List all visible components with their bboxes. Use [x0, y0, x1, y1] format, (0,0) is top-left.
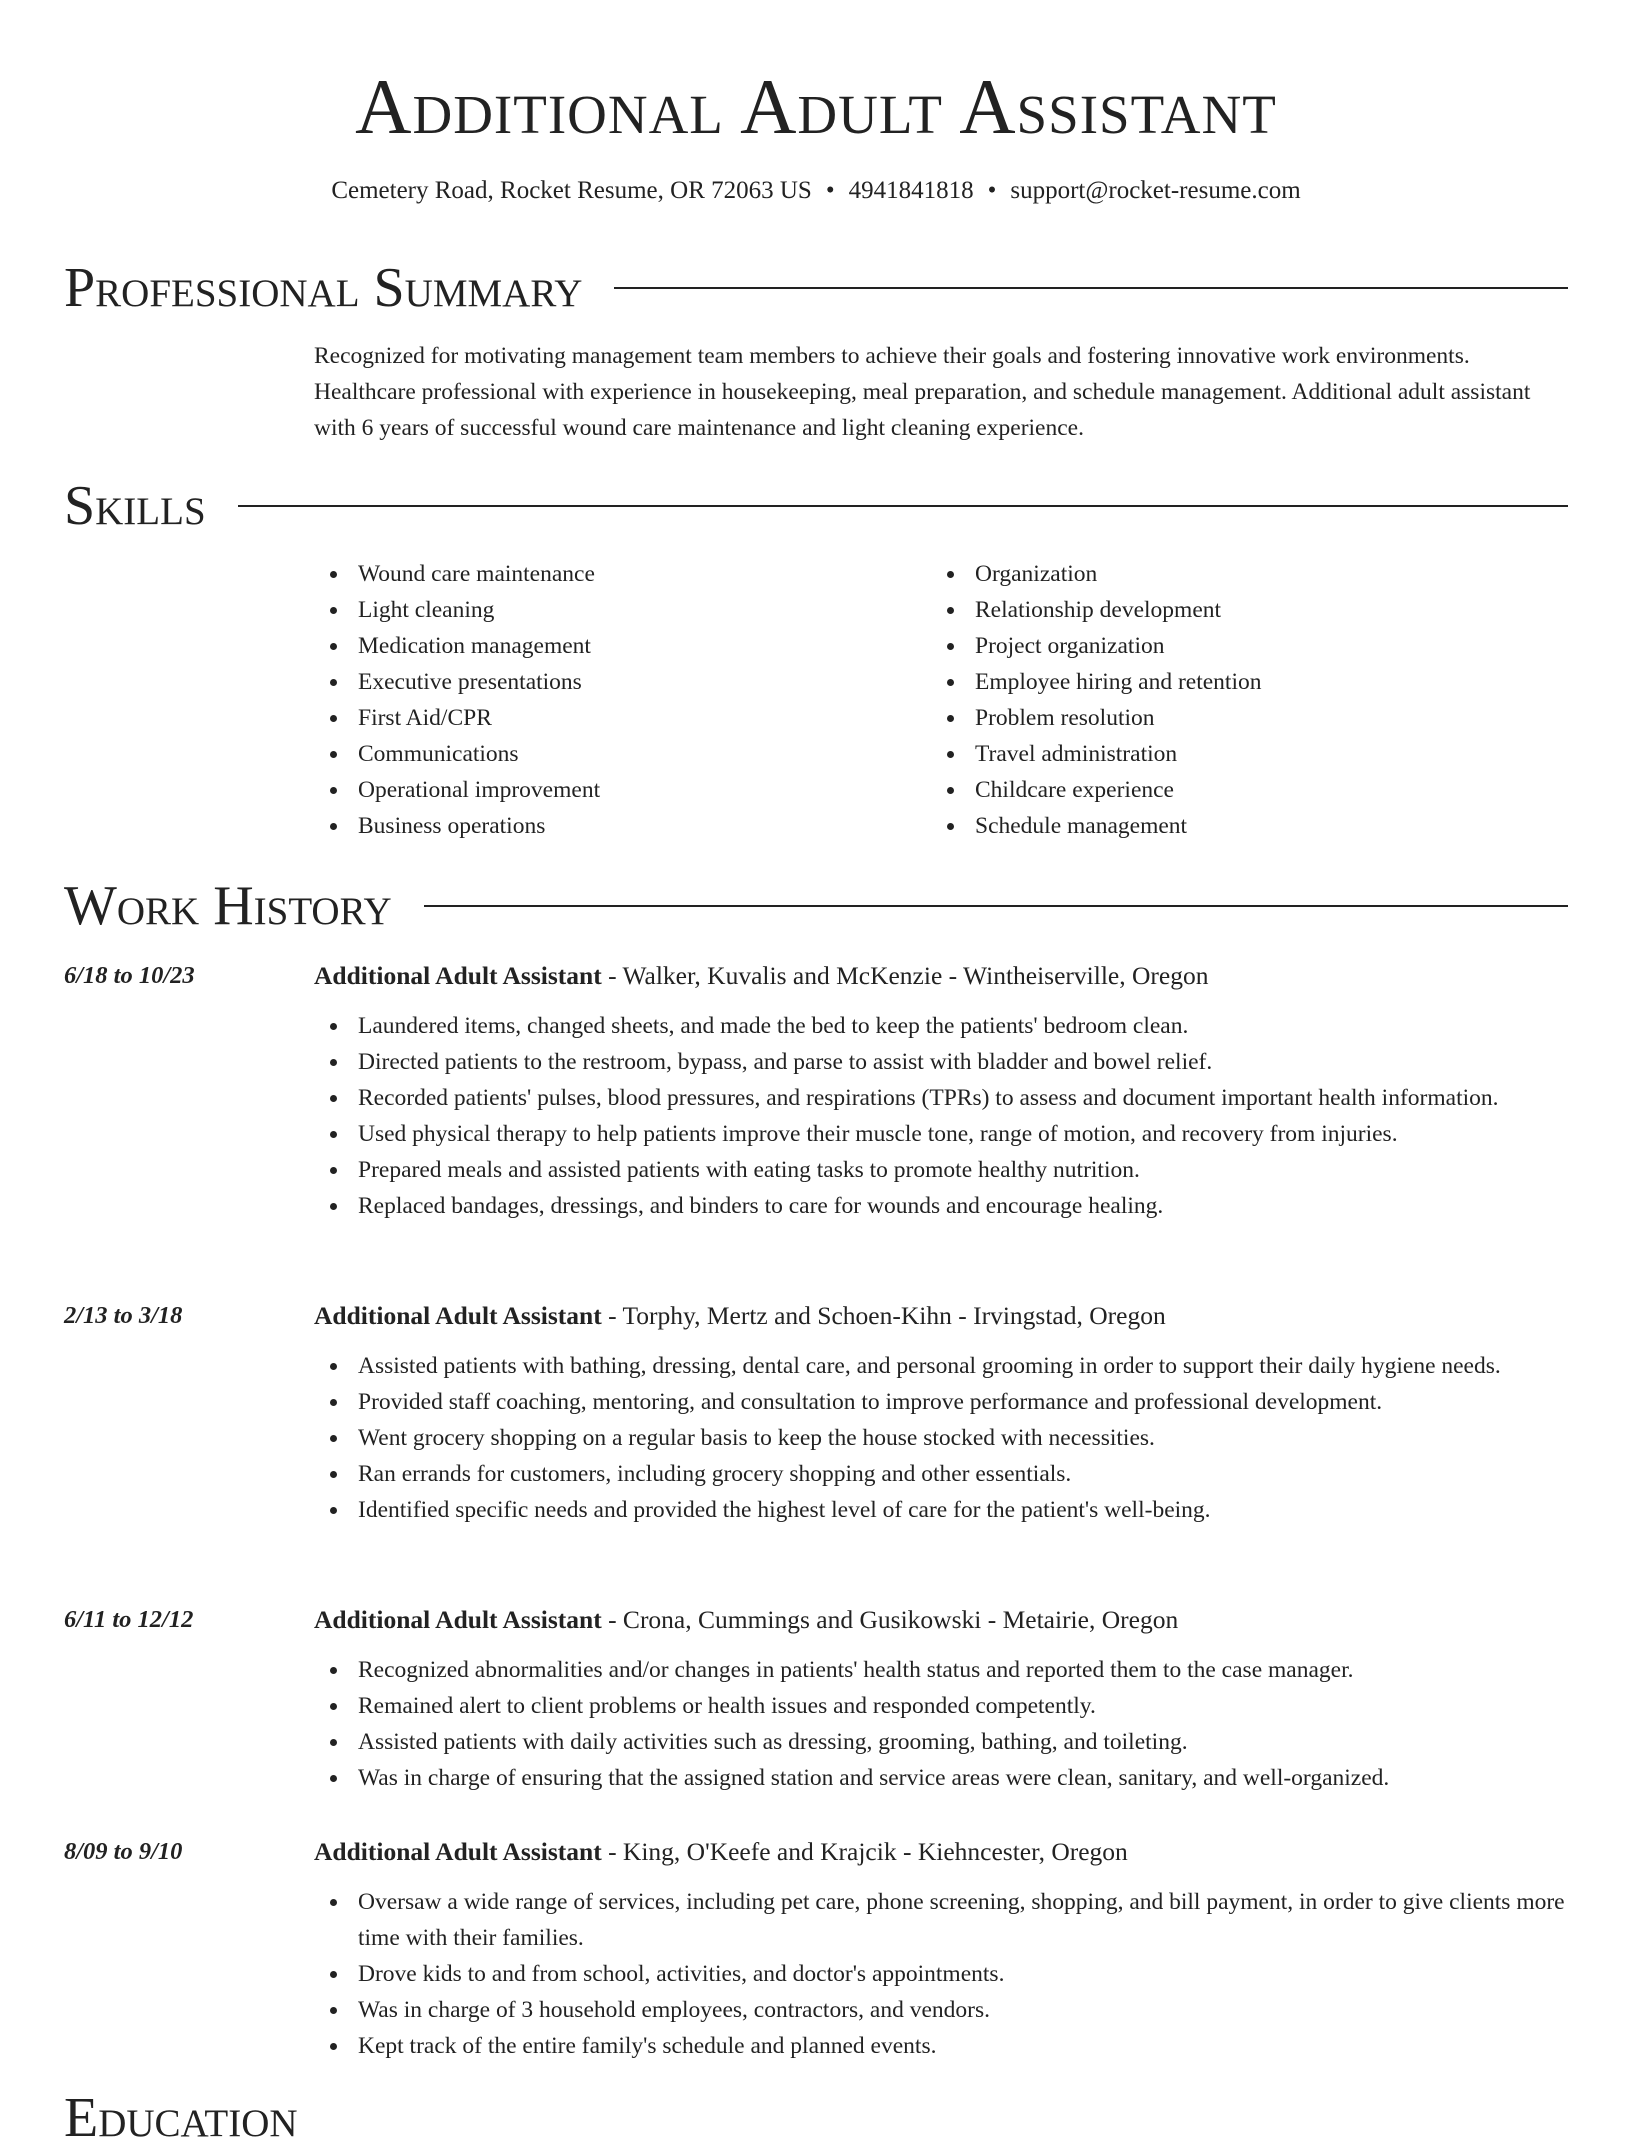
- job-bullet: Directed patients to the restroom, bypass, and parse to assist with bladder and bowel relief.: [314, 1044, 1568, 1080]
- job-title: Additional Adult Assistant: [314, 1301, 602, 1330]
- job-title: Additional Adult Assistant: [314, 1837, 602, 1866]
- job-employer: - Torphy, Mertz and Schoen-Kihn - Irvingstad, Oregon: [601, 1301, 1166, 1330]
- skill-item: Project organization: [931, 628, 1548, 664]
- job-bullet: Recorded patients' pulses, blood pressures, and respirations (TPRs) to assess and document important health information.: [314, 1080, 1568, 1116]
- job-dates: 8/09 to 9/10: [64, 1838, 183, 1865]
- job-header: [64, 958, 1568, 998]
- contact-phone: 4941841818: [848, 177, 974, 204]
- skill-item: Medication management: [314, 628, 931, 664]
- education-heading: Education: [64, 2087, 298, 2149]
- section-divider: [238, 505, 1568, 507]
- job-dates: 6/11 to 12/12: [64, 1606, 194, 1633]
- skill-item: Business operations: [314, 808, 931, 844]
- skill-item: Travel administration: [931, 736, 1548, 772]
- skill-item: Problem resolution: [931, 700, 1548, 736]
- contact-separator: •: [987, 177, 997, 204]
- job-title-line: [314, 1834, 1128, 1870]
- contact-email: support@rocket-resume.com: [1010, 177, 1301, 204]
- job-bullet: Assisted patients with bathing, dressing, dental care, and personal grooming in order to support their daily hygiene needs.: [314, 1348, 1568, 1384]
- job-bullet: Was in charge of ensuring that the assigned station and service areas were clean, sanitary, and well-organized.: [314, 1760, 1568, 1796]
- skill-item: Organization: [931, 556, 1548, 592]
- job-entry: [64, 1298, 1568, 1528]
- skill-item: Wound care maintenance: [314, 556, 931, 592]
- job-header: [64, 1602, 1568, 1642]
- job-bullet: Kept track of the entire family's schedule and planned events.: [314, 2028, 1568, 2064]
- contact-separator: •: [825, 177, 835, 204]
- job-title-line: [314, 958, 1208, 994]
- job-bullet: Identified specific needs and provided the highest level of care for the patient's well-being.: [314, 1492, 1568, 1528]
- job-bullet: Used physical therapy to help patients improve their muscle tone, range of motion, and recovery from injuries.: [314, 1116, 1568, 1152]
- job-bullet: Laundered items, changed sheets, and made the bed to keep the patients' bedroom clean.: [314, 1008, 1568, 1044]
- section-divider: [424, 905, 1568, 907]
- summary-section-header: [64, 258, 1568, 318]
- job-bullet: Was in charge of 3 household employees, contractors, and vendors.: [314, 1992, 1568, 2028]
- job-bullet: Replaced bandages, dressings, and binders to care for wounds and encourage healing.: [314, 1188, 1568, 1224]
- contact-address: Cemetery Road, Rocket Resume, OR 72063 US: [331, 177, 812, 204]
- job-bullets: [314, 1884, 1568, 2064]
- job-employer: - King, O'Keefe and Krajcik - Kiehncester, Oregon: [601, 1837, 1128, 1866]
- skill-item: Relationship development: [931, 592, 1548, 628]
- skill-item: Communications: [314, 736, 931, 772]
- job-title: Additional Adult Assistant: [314, 1605, 602, 1634]
- job-entry: [64, 1834, 1568, 2064]
- job-bullets: [314, 1348, 1568, 1528]
- skill-item: First Aid/CPR: [314, 700, 931, 736]
- job-header: [64, 1298, 1568, 1338]
- skills-heading: Skills: [64, 475, 206, 537]
- job-bullet: Remained alert to client problems or health issues and responded competently.: [314, 1688, 1568, 1724]
- job-bullet: Oversaw a wide range of services, including pet care, phone screening, shopping, and bill payment, in order to give clients more time with their families.: [314, 1884, 1568, 1956]
- job-title-line: [314, 1602, 1178, 1638]
- job-bullets: [314, 1652, 1568, 1796]
- job-dates: 6/18 to 10/23: [64, 962, 195, 989]
- job-entry: [64, 1602, 1568, 1796]
- job-bullet: Prepared meals and assisted patients with eating tasks to promote healthy nutrition.: [314, 1152, 1568, 1188]
- job-dates: 2/13 to 3/18: [64, 1302, 183, 1329]
- job-title: Additional Adult Assistant: [314, 961, 602, 990]
- skills-column-left: [314, 556, 931, 844]
- candidate-name: Additional Adult Assistant: [355, 63, 1277, 150]
- job-entry: [64, 958, 1568, 1224]
- skill-item: Childcare experience: [931, 772, 1548, 808]
- skills-column-right: [931, 556, 1548, 844]
- work-heading: Work History: [64, 875, 392, 937]
- job-header: [64, 1834, 1568, 1874]
- job-employer: - Crona, Cummings and Gusikowski - Metairie, Oregon: [601, 1605, 1179, 1634]
- summary-text: Recognized for motivating management team members to achieve their goals and fostering innovative work environments. Healthcare professional with experience in housekeeping, meal preparation, and schedule management. Additional adult assistant with 6 years of successful wound care maintenance and light cleaning experience.: [314, 343, 1531, 441]
- skill-item: Employee hiring and retention: [931, 664, 1548, 700]
- job-employer: - Walker, Kuvalis and McKenzie - Wintheiserville, Oregon: [601, 961, 1209, 990]
- skill-item: Executive presentations: [314, 664, 931, 700]
- skills-list: [314, 556, 1568, 844]
- job-title-line: [314, 1298, 1166, 1334]
- skill-item: Light cleaning: [314, 592, 931, 628]
- summary-heading: Professional Summary: [64, 257, 583, 319]
- job-bullet: Went grocery shopping on a regular basis to keep the house stocked with necessities.: [314, 1420, 1568, 1456]
- job-bullet: Ran errands for customers, including grocery shopping and other essentials.: [314, 1456, 1568, 1492]
- work-section-header: [64, 876, 1568, 936]
- skill-item: Schedule management: [931, 808, 1548, 844]
- job-bullet: Assisted patients with daily activities such as dressing, grooming, bathing, and toileting.: [314, 1724, 1568, 1760]
- skills-section-header: [64, 476, 1568, 536]
- job-bullet: Provided staff coaching, mentoring, and consultation to improve performance and professional development.: [314, 1384, 1568, 1420]
- section-divider: [614, 287, 1568, 289]
- job-bullet: Drove kids to and from school, activities, and doctor's appointments.: [314, 1956, 1568, 1992]
- job-bullets: [314, 1008, 1568, 1224]
- contact-line: [0, 176, 1632, 206]
- job-bullet: Recognized abnormalities and/or changes in patients' health status and reported them to the case manager.: [314, 1652, 1568, 1688]
- skill-item: Operational improvement: [314, 772, 931, 808]
